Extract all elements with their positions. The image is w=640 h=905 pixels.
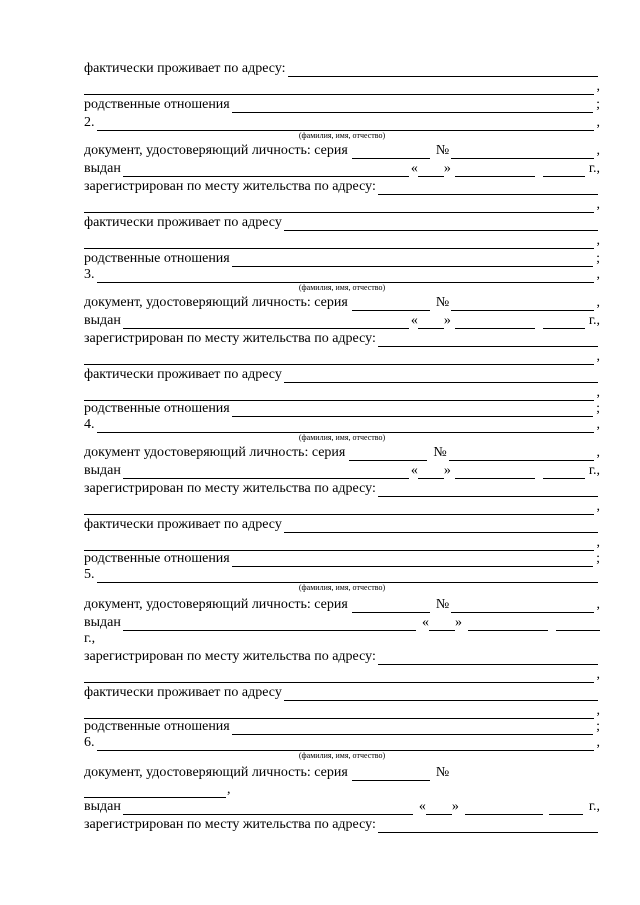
actual-address-field[interactable] — [284, 217, 598, 231]
issued-label: выдан — [84, 161, 121, 176]
actual-address-field[interactable] — [284, 519, 598, 533]
relation-label: родственные отношения — [84, 401, 230, 416]
actual-address-label: фактически проживает по адресу — [84, 685, 282, 700]
quote-close: » — [443, 463, 451, 478]
relation-field[interactable] — [232, 403, 593, 417]
actual-address-row — [84, 214, 600, 231]
doc-number-field[interactable] — [449, 447, 594, 461]
month-field[interactable] — [465, 801, 543, 815]
actual-address-field[interactable] — [284, 369, 598, 383]
registered-field[interactable] — [378, 181, 598, 195]
comma: , — [596, 233, 600, 248]
quote-close: » — [451, 799, 459, 814]
semicolon: ; — [596, 551, 600, 566]
doc-number-row — [84, 781, 600, 798]
person-number: 4. — [84, 417, 95, 432]
doc-number-field[interactable] — [451, 599, 593, 613]
address-continuation-field[interactable] — [84, 235, 594, 249]
address-continuation-row — [84, 498, 600, 515]
day-field[interactable] — [429, 617, 455, 631]
address-continuation-field[interactable] — [84, 199, 594, 213]
comma: , — [596, 535, 600, 550]
actual-address-label: фактически проживает по адресу: — [84, 61, 286, 76]
registered-row — [84, 480, 600, 497]
number-sign: № — [433, 445, 447, 460]
person-name-row — [84, 566, 600, 583]
doc-number-field[interactable] — [84, 784, 226, 798]
person-name-field[interactable] — [97, 737, 594, 751]
day-field[interactable] — [418, 163, 444, 177]
person-name-field[interactable] — [97, 117, 594, 131]
comma: , — [596, 79, 600, 94]
quote-open: « — [410, 463, 418, 478]
doc-row — [84, 444, 600, 461]
year-field[interactable] — [556, 617, 600, 631]
doc-number-field[interactable] — [451, 297, 593, 311]
address-continuation-row — [84, 348, 600, 365]
registered-field[interactable] — [378, 483, 598, 497]
comma: , — [596, 703, 600, 718]
actual-address-row — [84, 366, 600, 383]
doc-row — [84, 294, 600, 311]
doc-series-label: документ, удостоверяющий личность: серия — [84, 143, 348, 158]
quote-close: » — [455, 615, 462, 630]
comma: , — [596, 445, 600, 460]
series-field[interactable] — [349, 447, 427, 461]
relation-label: родственные отношения — [84, 551, 230, 566]
relation-label: родственные отношения — [84, 719, 230, 734]
relation-row — [84, 96, 600, 113]
relation-field[interactable] — [232, 99, 593, 113]
year-field[interactable] — [549, 801, 583, 815]
number-sign: № — [435, 143, 450, 158]
issued-label: выдан — [84, 799, 121, 814]
fio-caption: (фамилия, имя, отчество) — [298, 283, 386, 292]
address-continuation-row — [84, 534, 600, 551]
day-field[interactable] — [426, 801, 452, 815]
person-name-row — [84, 114, 600, 131]
address-continuation-row — [84, 232, 600, 249]
fio-caption: (фамилия, имя, отчество) — [298, 131, 386, 140]
address-continuation-field[interactable] — [84, 351, 594, 365]
registered-label: зарегистрирован по месту жительства по адресу: — [84, 331, 376, 346]
year-suffix: г., — [588, 313, 600, 328]
series-field[interactable] — [352, 297, 430, 311]
address-continuation-row — [84, 78, 600, 95]
registered-field[interactable] — [378, 333, 598, 347]
year-suffix: г., — [84, 631, 96, 646]
quote-open: « — [410, 161, 418, 176]
issued-by-field[interactable] — [123, 465, 409, 479]
year-suffix: г., — [588, 161, 600, 176]
person-number: 2. — [84, 115, 95, 130]
semicolon: ; — [596, 401, 600, 416]
year-suffix: г., — [588, 463, 600, 478]
issued-by-field[interactable] — [123, 617, 416, 631]
month-field[interactable] — [468, 617, 548, 631]
registered-label: зарегистрирован по месту жительства по адресу: — [84, 481, 376, 496]
registered-row — [84, 178, 600, 195]
actual-address-row — [84, 60, 600, 77]
comma: , — [596, 143, 600, 158]
issued-by-field[interactable] — [123, 315, 409, 329]
address-continuation-row — [84, 702, 600, 719]
address-continuation-field[interactable] — [84, 501, 594, 515]
semicolon: ; — [596, 719, 600, 734]
series-field[interactable] — [352, 145, 430, 159]
person-name-row — [84, 734, 600, 751]
comma: , — [596, 197, 600, 212]
doc-row — [84, 764, 600, 781]
relation-label: родственные отношения — [84, 97, 230, 112]
year-field[interactable] — [543, 315, 585, 329]
comma: , — [596, 349, 600, 364]
person-number: 6. — [84, 735, 95, 750]
actual-address-field[interactable] — [288, 63, 598, 77]
quote-open: « — [422, 615, 429, 630]
person-name-field[interactable] — [97, 419, 594, 433]
comma: , — [596, 499, 600, 514]
number-sign: № — [435, 295, 450, 310]
comma: , — [596, 735, 600, 750]
issued-row — [84, 798, 600, 815]
actual-address-label: фактически проживает по адресу — [84, 517, 282, 532]
issued-by-field[interactable] — [123, 801, 413, 815]
doc-series-label: документ, удостоверяющий личность: серия — [84, 765, 348, 780]
doc-row — [84, 142, 600, 159]
issued-row — [84, 160, 600, 177]
registered-label: зарегистрирован по месту жительства по адресу: — [84, 817, 376, 832]
address-continuation-field[interactable] — [84, 81, 594, 95]
quote-close: » — [443, 161, 451, 176]
comma: , — [596, 385, 600, 400]
comma: , — [596, 295, 600, 310]
address-continuation-field[interactable] — [84, 537, 594, 551]
series-field[interactable] — [352, 599, 430, 613]
registered-field[interactable] — [378, 819, 598, 833]
relation-field[interactable] — [232, 253, 593, 267]
person-number: 5. — [84, 567, 95, 582]
relation-label: родственные отношения — [84, 251, 230, 266]
comma: , — [596, 667, 600, 682]
registered-row — [84, 648, 600, 665]
month-field[interactable] — [455, 163, 535, 177]
person-name-field[interactable] — [97, 569, 599, 583]
semicolon: ; — [596, 97, 600, 112]
year-suffix: г., — [588, 799, 600, 814]
address-continuation-row — [84, 666, 600, 683]
relation-field[interactable] — [232, 553, 593, 567]
issued-row — [84, 312, 600, 329]
day-field[interactable] — [418, 465, 444, 479]
actual-address-field[interactable] — [284, 687, 598, 701]
year-field[interactable] — [543, 163, 585, 177]
comma: , — [596, 597, 600, 612]
registered-row — [84, 816, 600, 833]
relation-row — [84, 718, 600, 735]
registered-label: зарегистрирован по месту жительства по адресу: — [84, 649, 376, 664]
number-sign: № — [435, 765, 450, 780]
year-suffix-row — [84, 630, 600, 647]
quote-open: « — [418, 799, 426, 814]
person-number: 3. — [84, 267, 95, 282]
relation-row — [84, 400, 600, 417]
address-continuation-row — [84, 196, 600, 213]
relation-field[interactable] — [232, 721, 593, 735]
doc-number-field[interactable] — [451, 145, 593, 159]
fio-caption: (фамилия, имя, отчество) — [298, 583, 386, 592]
address-continuation-field[interactable] — [84, 669, 594, 683]
year-field[interactable] — [543, 465, 585, 479]
issued-by-field[interactable] — [123, 163, 409, 177]
quote-close: » — [443, 313, 451, 328]
month-field[interactable] — [455, 315, 535, 329]
issued-row — [84, 614, 600, 631]
address-continuation-field[interactable] — [84, 705, 594, 719]
day-field[interactable] — [418, 315, 444, 329]
relation-row — [84, 550, 600, 567]
registered-row — [84, 330, 600, 347]
person-name-field[interactable] — [97, 269, 594, 283]
quote-open: « — [410, 313, 418, 328]
person-name-row — [84, 266, 600, 283]
registered-field[interactable] — [378, 651, 598, 665]
comma: , — [596, 417, 600, 432]
actual-address-row — [84, 516, 600, 533]
actual-address-label: фактически проживает по адресу — [84, 367, 282, 382]
issued-row — [84, 462, 600, 479]
issued-label: выдан — [84, 615, 121, 630]
person-name-row — [84, 416, 600, 433]
issued-label: выдан — [84, 463, 121, 478]
doc-row — [84, 596, 600, 613]
comma: , — [227, 782, 231, 797]
fio-caption: (фамилия, имя, отчество) — [298, 751, 386, 760]
doc-series-label: документ, удостоверяющий личность: серия — [84, 597, 348, 612]
fio-caption: (фамилия, имя, отчество) — [298, 433, 386, 442]
month-field[interactable] — [455, 465, 535, 479]
registered-label: зарегистрирован по месту жительства по адресу: — [84, 179, 376, 194]
comma: , — [596, 267, 600, 282]
semicolon: ; — [596, 251, 600, 266]
series-field[interactable] — [352, 767, 430, 781]
issued-label: выдан — [84, 313, 121, 328]
actual-address-label: фактически проживает по адресу — [84, 215, 282, 230]
actual-address-row — [84, 684, 600, 701]
relation-row — [84, 250, 600, 267]
doc-series-label: документ удостоверяющий личность: серия — [84, 445, 346, 460]
doc-series-label: документ, удостоверяющий личность: серия — [84, 295, 348, 310]
number-sign: № — [435, 597, 450, 612]
address-continuation-field[interactable] — [84, 387, 594, 401]
address-continuation-row — [84, 384, 600, 401]
comma: , — [596, 115, 600, 130]
